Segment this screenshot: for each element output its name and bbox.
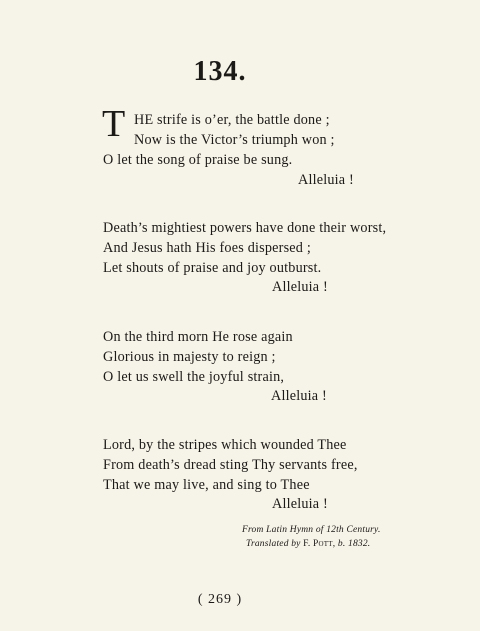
translator-prefix: Translated by	[246, 539, 301, 549]
verse-line: And Jesus hath His foes dispersed ;	[103, 240, 311, 256]
hymn-number: 134.	[193, 56, 247, 87]
alleluia-refrain: Alleluia !	[272, 279, 328, 295]
verse-line: Glorious in majesty to reign ;	[103, 349, 276, 365]
alleluia-refrain: Alleluia !	[271, 388, 327, 404]
translator-credit	[246, 539, 370, 549]
verse-line: Now is the Victor’s triumph won ;	[134, 132, 335, 148]
verse-line: Let shouts of praise and joy outburst.	[103, 260, 322, 276]
verse-line: O let the song of praise be sung.	[103, 152, 293, 168]
page-number: ( 269 )	[197, 592, 243, 607]
source-credit: From Latin Hymn of 12th Century.	[242, 525, 381, 535]
alleluia-refrain: Alleluia !	[298, 172, 354, 188]
alleluia-refrain: Alleluia !	[272, 496, 328, 512]
verse-line: Lord, by the stripes which wounded Thee	[103, 437, 347, 453]
drop-cap-letter: T	[102, 103, 126, 145]
translator-name: F. Pott,	[303, 539, 336, 549]
verse-line: On the third morn He rose again	[103, 329, 293, 345]
verse-line: From death’s dread sting Thy servants free,	[103, 457, 358, 473]
verse-line: Death’s mightiest powers have done their worst,	[103, 220, 387, 236]
verse-line: HE strife is o’er, the battle done ;	[134, 112, 330, 128]
verse-line: O let us swell the joyful strain,	[103, 369, 285, 385]
verse-line: That we may live, and sing to Thee	[103, 477, 310, 493]
translator-dates: b. 1832.	[337, 539, 371, 549]
